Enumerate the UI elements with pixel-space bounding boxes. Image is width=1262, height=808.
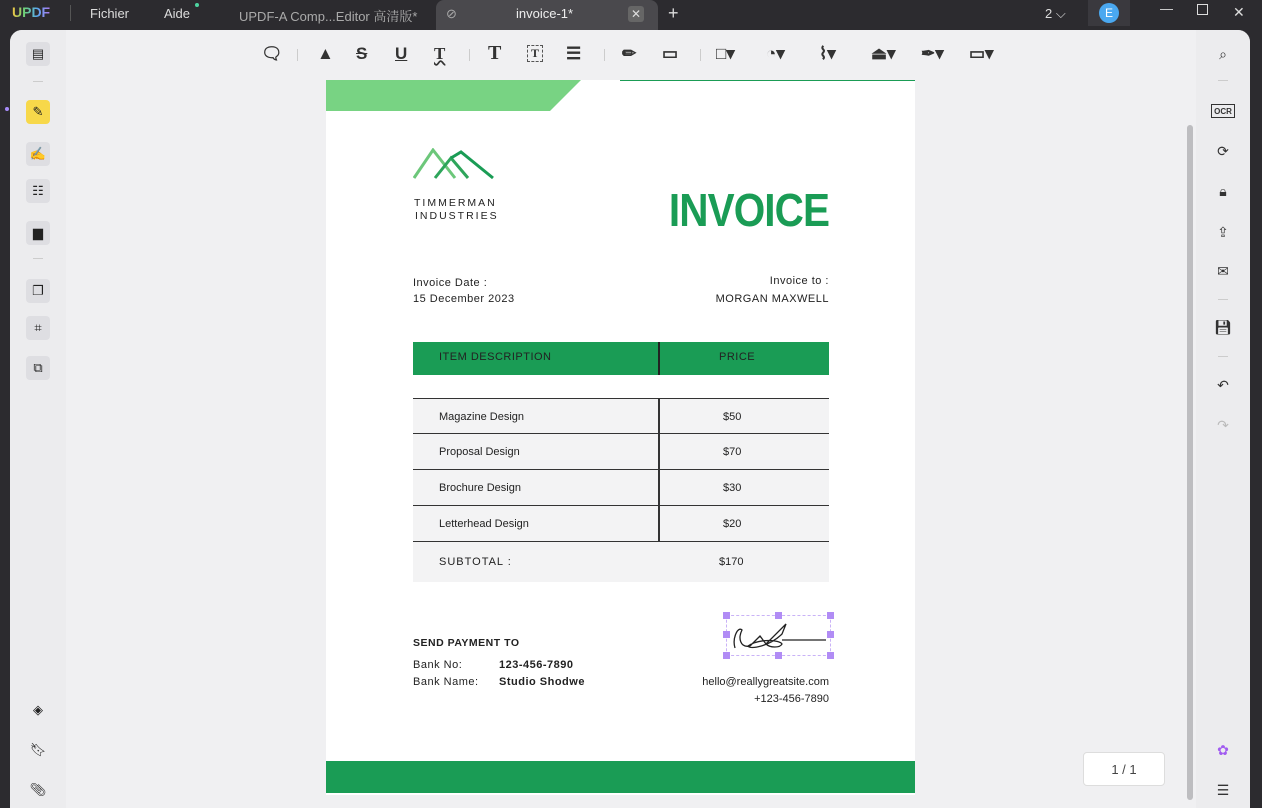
share-icon[interactable]: ⇪	[1217, 223, 1229, 240]
close-window-icon[interactable]: ✕	[1233, 4, 1245, 20]
table-header	[413, 342, 829, 375]
text-icon[interactable]: T	[488, 42, 502, 64]
company-name-line2: INDUSTRIES	[415, 210, 499, 222]
minimize-icon[interactable]: —	[1160, 1, 1173, 16]
item-description: Letterhead Design	[439, 518, 529, 530]
shape-icon[interactable]: □▾	[716, 44, 735, 63]
menu-fichier[interactable]: Fichier	[90, 6, 130, 21]
protect-icon[interactable]: 🔒︎	[1219, 182, 1227, 199]
item-price: $50	[723, 411, 742, 423]
edit-pdf-icon[interactable]: ✍	[26, 142, 50, 166]
col-price: PRICE	[719, 351, 756, 363]
text-box-icon[interactable]: T	[527, 45, 543, 62]
invoice-to-label: Invoice to :	[769, 275, 829, 287]
tab-invoice[interactable]	[436, 0, 658, 30]
page-count-dropdown[interactable]: 2 ⌵	[1045, 6, 1066, 21]
ai-assistant-icon[interactable]: ✿	[1217, 741, 1229, 758]
organize-pages-icon[interactable]: ❐	[26, 279, 50, 303]
bookmark-icon[interactable]: 🔖︎	[29, 742, 47, 757]
comment-mode-icon[interactable]: ✎	[26, 100, 50, 124]
contact-email: hello@reallygreatsite.com	[702, 676, 829, 688]
crop-icon[interactable]: ⌗	[26, 316, 50, 340]
item-description: Brochure Design	[439, 482, 521, 494]
app-logo: UPDF	[12, 4, 51, 20]
redo-icon[interactable]: ↷	[1217, 416, 1229, 433]
bank-no-label: Bank No:	[413, 659, 463, 671]
company-logo-icon	[413, 148, 495, 182]
signature-selection[interactable]	[726, 615, 831, 656]
header-green-shape	[326, 80, 581, 111]
close-tab-icon[interactable]: ✕	[628, 6, 644, 22]
maximize-icon[interactable]	[1197, 4, 1208, 15]
bank-no: 123-456-7890	[499, 659, 574, 671]
undo-icon[interactable]: ↶	[1217, 376, 1229, 393]
subtotal-label: SUBTOTAL :	[439, 556, 512, 568]
eraser-icon[interactable]: ▭	[662, 44, 679, 63]
footer-band	[326, 761, 915, 793]
active-indicator	[5, 107, 9, 111]
menu-aide[interactable]: Aide	[164, 6, 191, 21]
watermark-icon[interactable]: ⧉	[26, 356, 50, 380]
attach-file-icon[interactable]: ⌇▾	[819, 44, 836, 63]
subtotal-value: $170	[719, 556, 744, 568]
new-tab-icon[interactable]: +	[668, 3, 679, 23]
underline-icon[interactable]: U	[395, 44, 408, 63]
table-row	[413, 434, 829, 470]
page-count: 2	[1045, 6, 1053, 21]
vertical-scrollbar[interactable]	[1187, 125, 1193, 800]
left-sidebar	[10, 30, 66, 808]
avatar[interactable]: E	[1099, 3, 1119, 23]
item-price: $20	[723, 518, 742, 530]
redact-icon[interactable]: ▆	[26, 221, 50, 245]
annotation-toolbar	[66, 30, 1196, 80]
header-band	[326, 80, 915, 112]
pdf-page	[326, 80, 915, 795]
unsynced-icon: ⊘	[446, 6, 457, 21]
invoice-title: INVOICE	[668, 184, 829, 236]
tab-label: invoice-1*	[516, 6, 574, 21]
search-icon[interactable]: ⌕	[1219, 45, 1227, 62]
table-row	[413, 398, 829, 434]
comment-icon[interactable]: 🗨︎	[261, 44, 283, 63]
table-row	[413, 506, 829, 542]
highlight-icon[interactable]: ▲	[317, 44, 334, 63]
table-row	[413, 470, 829, 506]
strikethrough-icon[interactable]: S	[356, 44, 368, 63]
item-description: Proposal Design	[439, 446, 520, 458]
page-indicator[interactable]: 1 / 1	[1083, 752, 1165, 786]
signature-icon[interactable]: ✒▾	[921, 44, 944, 63]
attachment-icon[interactable]: 📎︎	[29, 782, 47, 797]
squiggly-icon[interactable]: T	[434, 44, 446, 63]
notification-dot	[195, 3, 199, 7]
title-bar	[0, 0, 1262, 30]
item-price: $70	[723, 446, 742, 458]
pencil-icon[interactable]: ✏︎	[622, 44, 637, 63]
col-description: ITEM DESCRIPTION	[439, 351, 552, 363]
invoice-to: MORGAN MAXWELL	[715, 293, 829, 305]
item-description: Magazine Design	[439, 411, 524, 423]
invoice-date-label: Invoice Date :	[413, 277, 488, 289]
invoice-date: 15 December 2023	[413, 293, 515, 305]
item-price: $30	[723, 482, 742, 494]
form-icon[interactable]: ☷	[26, 179, 50, 203]
comments-panel-icon[interactable]: ☰	[1216, 781, 1230, 798]
bank-name-label: Bank Name:	[413, 676, 479, 688]
layers-icon[interactable]: ◈	[33, 702, 43, 717]
right-sidebar	[1196, 30, 1250, 808]
sticker-icon[interactable]: ◔▾	[766, 44, 785, 63]
reader-icon[interactable]: ▤	[26, 42, 50, 66]
convert-icon[interactable]: ⟳	[1217, 142, 1229, 159]
tab-updf-a[interactable]: UPDF-A Comp...Editor 高清版*	[239, 9, 418, 24]
contact-phone: +123-456-7890	[754, 693, 829, 705]
ocr-icon[interactable]: OCR	[1211, 104, 1235, 118]
signature-image	[730, 618, 830, 654]
payment-heading: SEND PAYMENT TO	[413, 637, 520, 649]
subtotal-row	[413, 542, 829, 582]
save-icon[interactable]: 💾︎	[1214, 318, 1232, 335]
workspace	[10, 30, 1250, 808]
email-icon[interactable]: ✉	[1217, 262, 1229, 279]
bank-name: Studio Shodwe	[499, 676, 585, 688]
measure-icon[interactable]: ▭▾	[969, 44, 994, 63]
stamp-icon[interactable]: ⏏▾	[871, 44, 896, 63]
company-name-line1: TIMMERMAN	[414, 197, 497, 209]
text-callout-icon[interactable]: ☰	[566, 44, 582, 63]
